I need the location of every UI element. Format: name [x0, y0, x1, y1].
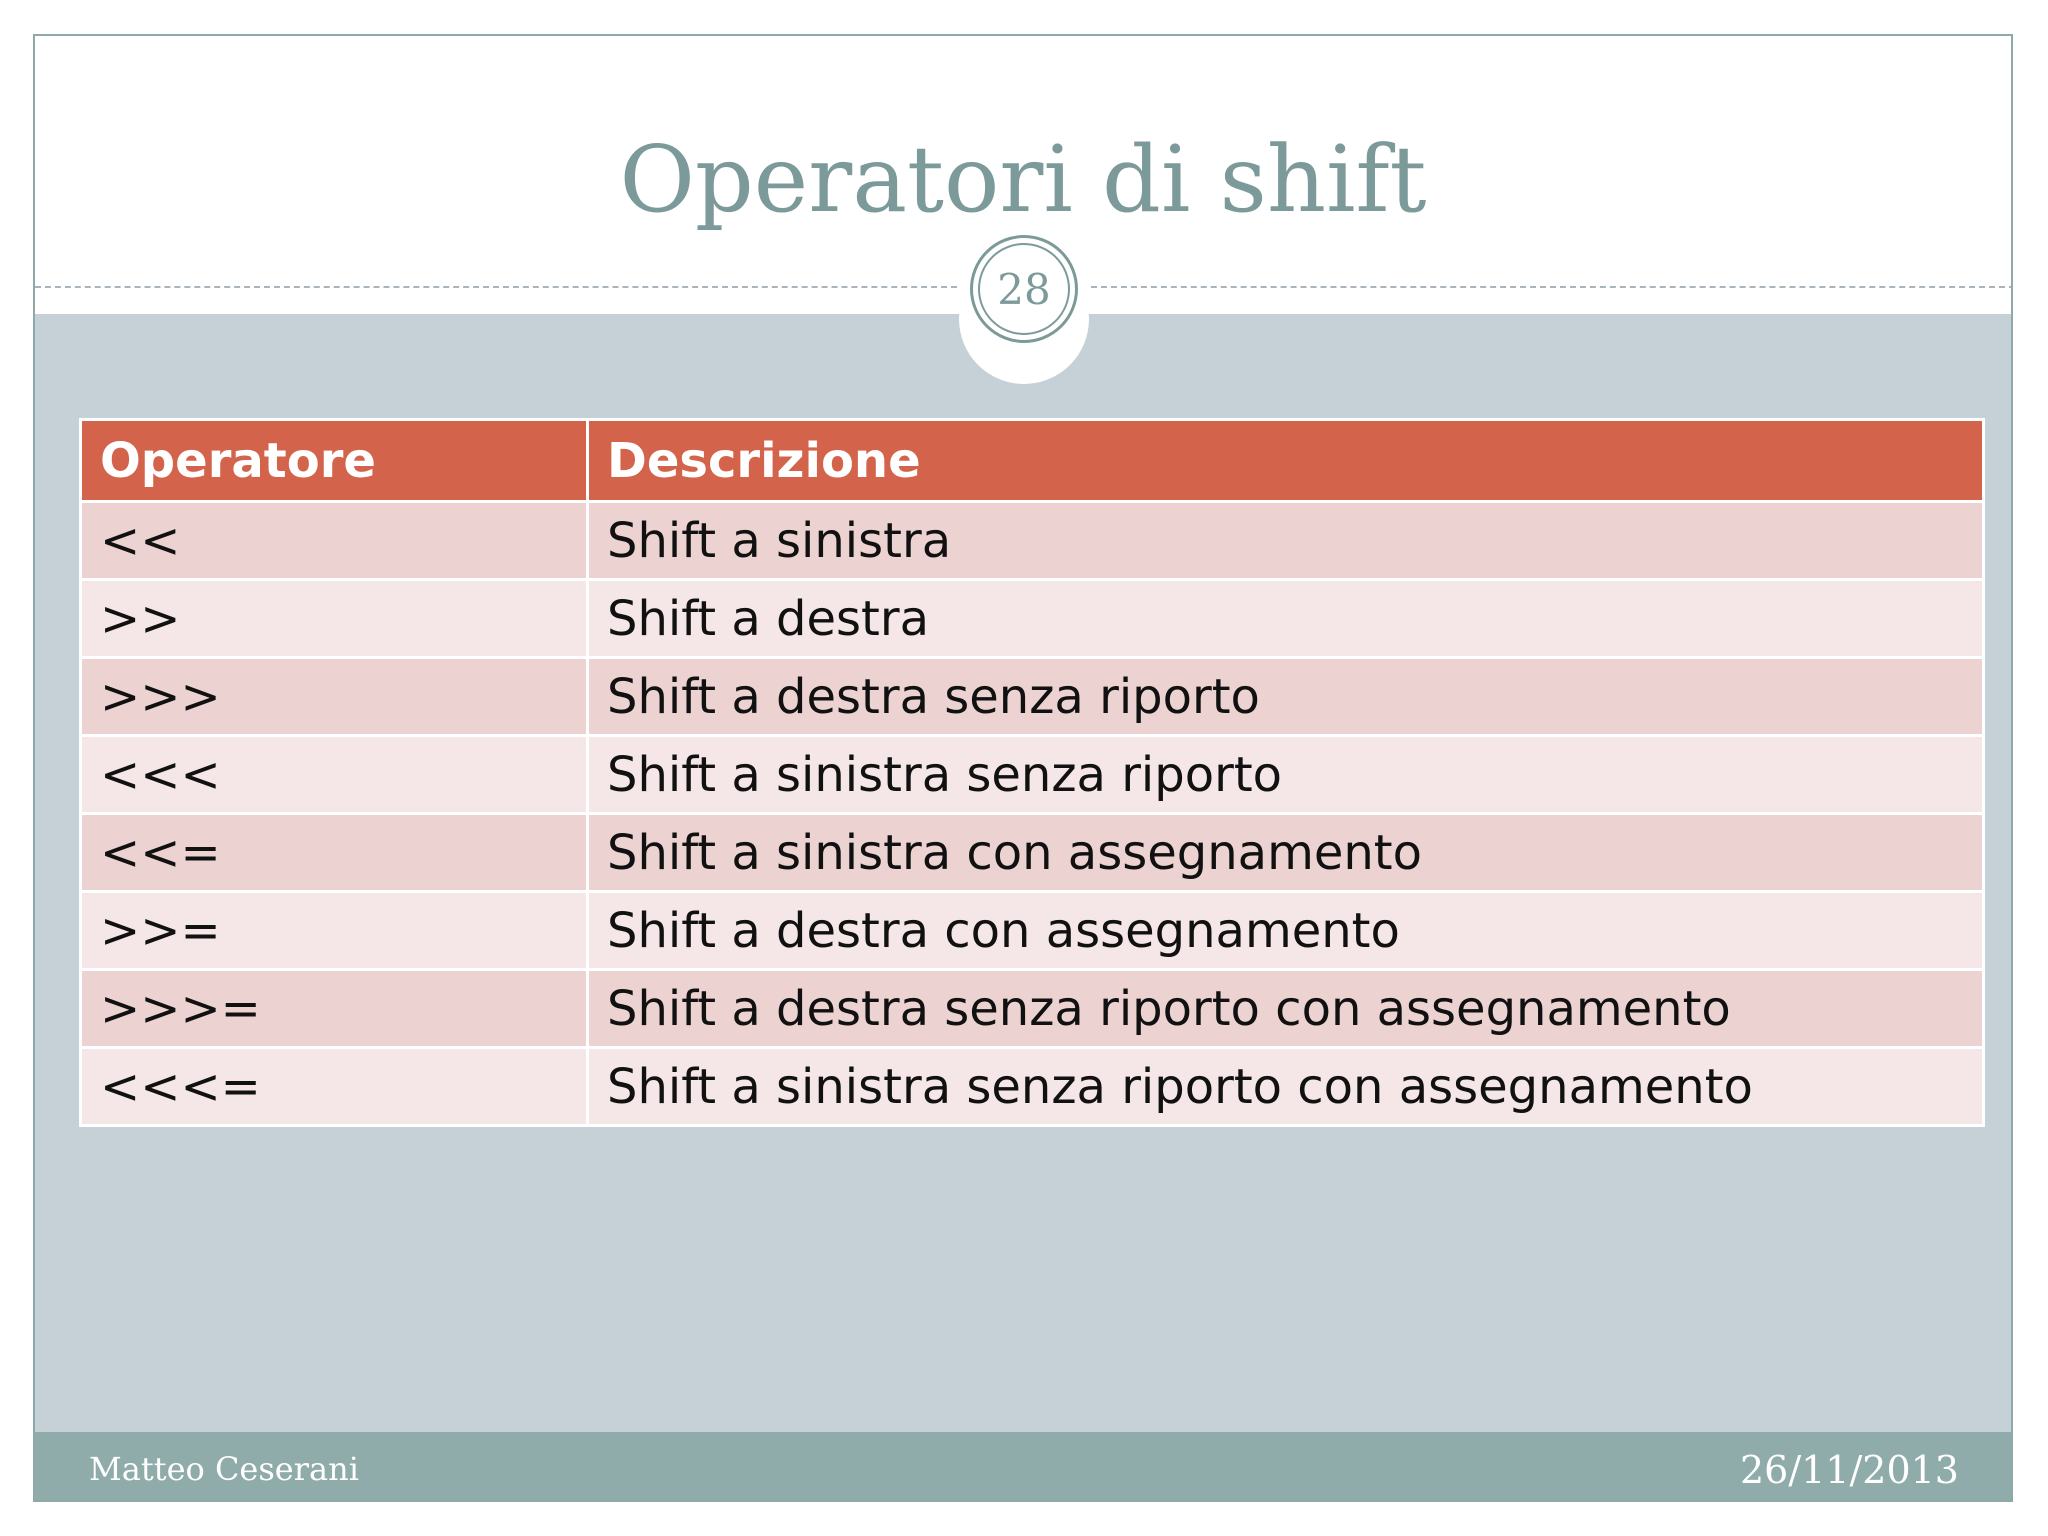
table-row	[81, 1048, 1984, 1126]
description-cell: Shift a sinistra con assegnamento	[588, 814, 1984, 892]
description-cell: Shift a destra senza riporto con assegnamento	[588, 970, 1984, 1048]
footer-date: 26/11/2013	[1739, 1448, 1959, 1492]
table-row	[81, 580, 1984, 658]
footer-author: Matteo Ceserani	[89, 1450, 359, 1488]
table-row	[81, 658, 1984, 736]
table-row	[81, 970, 1984, 1048]
operator-cell: >>>	[81, 658, 588, 736]
operator-cell: >>=	[81, 892, 588, 970]
slide	[33, 34, 2013, 1502]
description-cell: Shift a destra	[588, 580, 1984, 658]
description-cell: Shift a sinistra senza riporto con assegnamento	[588, 1048, 1984, 1126]
operator-cell: <<<=	[81, 1048, 588, 1126]
operator-cell: <<	[81, 502, 588, 580]
operator-cell: >>>=	[81, 970, 588, 1048]
header-divider-right	[1091, 286, 2013, 288]
header-divider-left	[35, 286, 957, 288]
header-descrizione: Descrizione	[588, 420, 1984, 502]
description-cell: Shift a sinistra senza riporto	[588, 736, 1984, 814]
description-cell: Shift a sinistra	[588, 502, 1984, 580]
table-row	[81, 736, 1984, 814]
page-number-badge	[970, 235, 1078, 343]
description-cell: Shift a destra con assegnamento	[588, 892, 1984, 970]
slide-title: Operatori di shift	[619, 126, 1427, 233]
operator-cell: >>	[81, 580, 588, 658]
table-row	[81, 502, 1984, 580]
table-row	[81, 814, 1984, 892]
table-header-row	[81, 420, 1984, 502]
operators-table	[79, 418, 1985, 1127]
operator-cell: <<=	[81, 814, 588, 892]
operator-cell: <<<	[81, 736, 588, 814]
table-row	[81, 892, 1984, 970]
page-number: 28	[978, 243, 1070, 335]
description-cell: Shift a destra senza riporto	[588, 658, 1984, 736]
header-operatore: Operatore	[81, 420, 588, 502]
